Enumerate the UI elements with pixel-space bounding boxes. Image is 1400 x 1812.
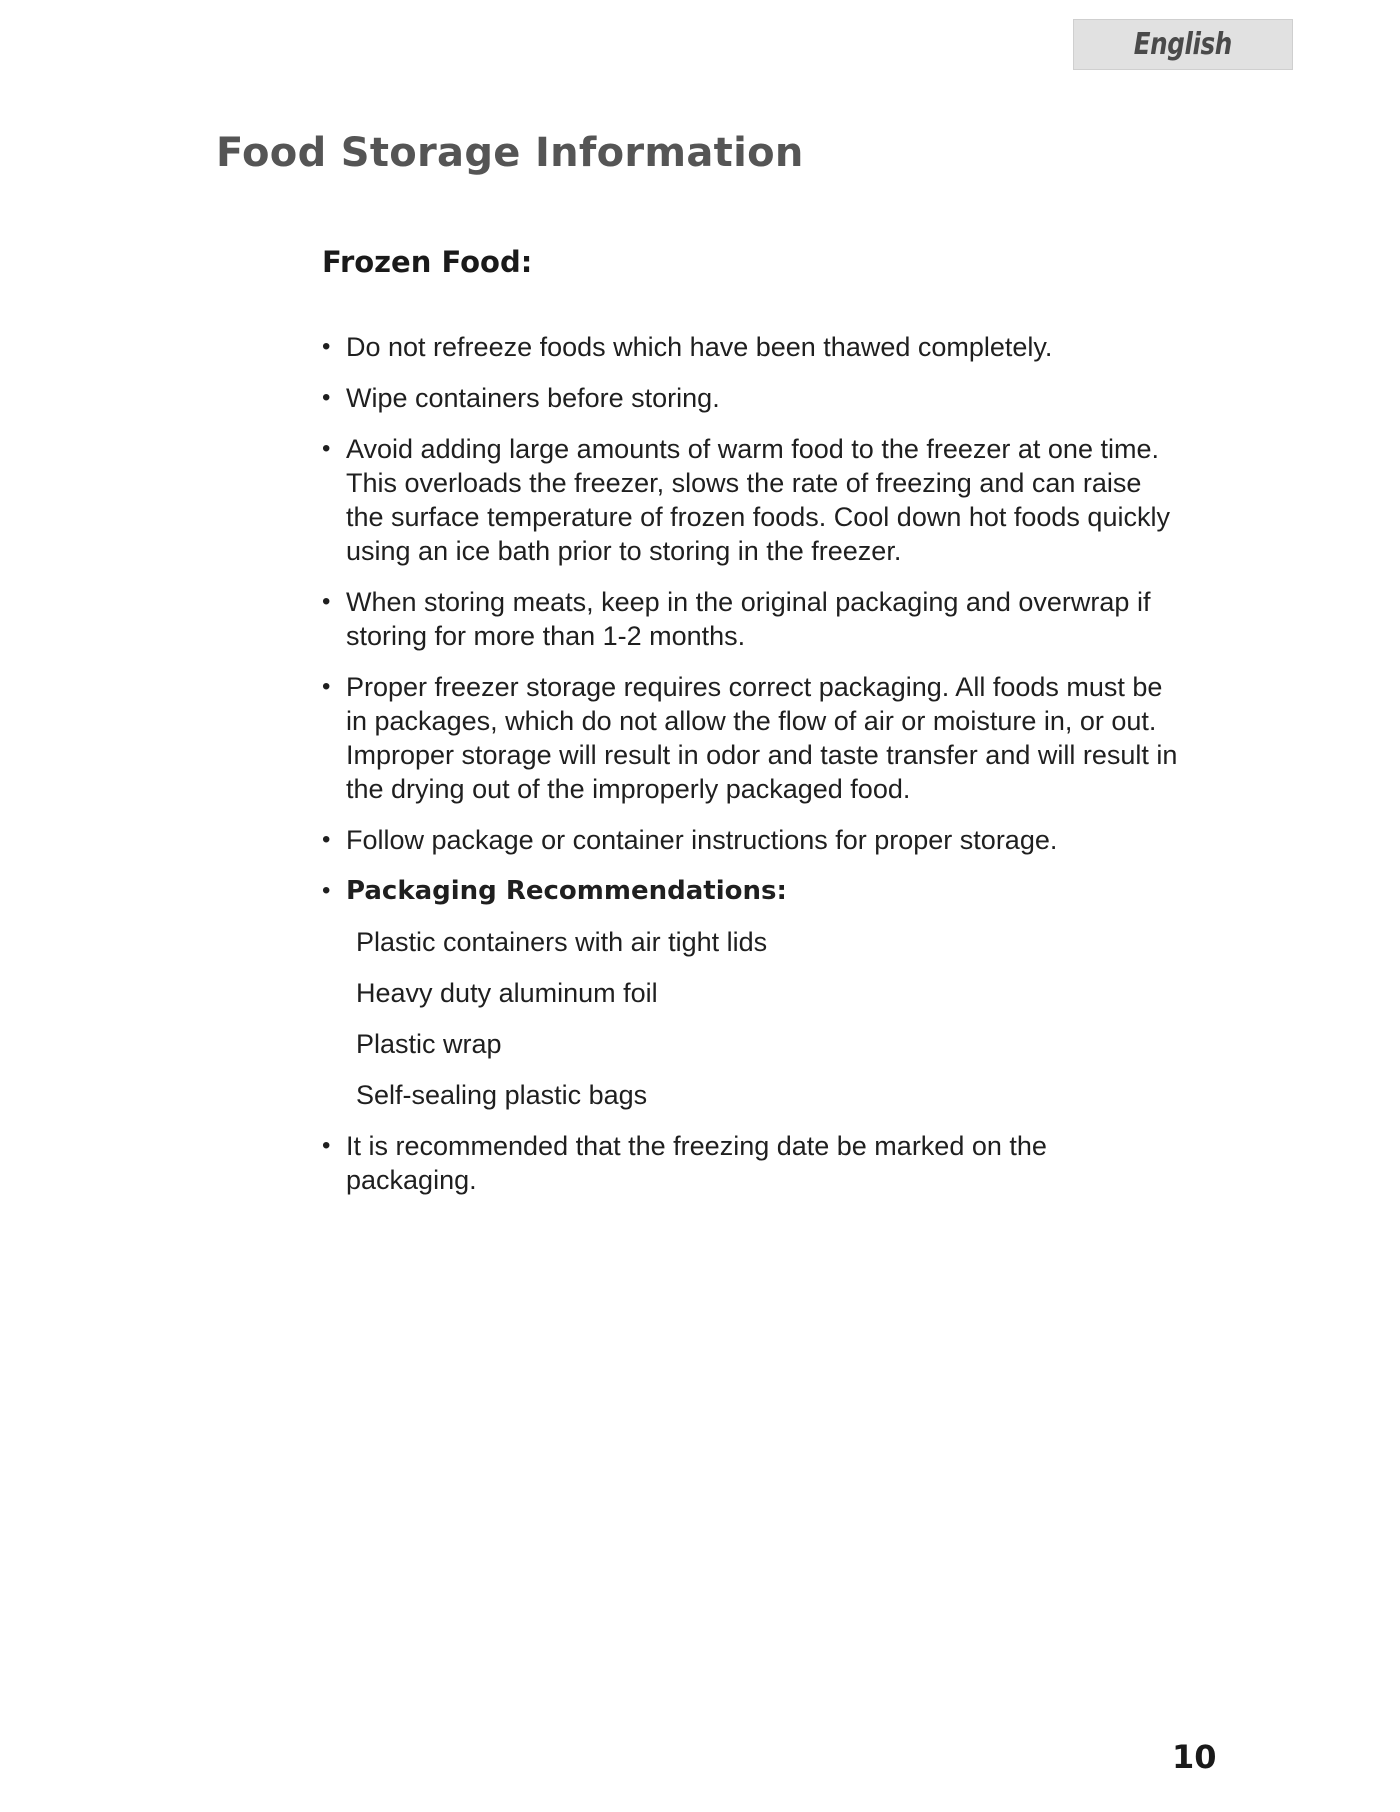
bullet-glyph: •	[322, 673, 331, 700]
bullet-glyph: •	[322, 384, 331, 411]
list-item-text: Do not refreeze foods which have been thawed completely.	[346, 332, 1053, 362]
list-item	[322, 432, 1182, 568]
packaging-heading-text: Packaging Recommendations:	[346, 876, 787, 906]
bullet-glyph: •	[322, 333, 331, 360]
list-item-text: It is recommended that the freezing date be marked on the packaging.	[346, 1131, 1047, 1195]
packaging-item: Plastic containers with air tight lids	[356, 927, 768, 957]
bullet-glyph: •	[322, 1132, 331, 1159]
packaging-item: Plastic wrap	[356, 1029, 502, 1059]
list-item	[322, 330, 1182, 364]
list-item	[322, 381, 1182, 415]
language-label: English	[1133, 27, 1233, 62]
list-item	[322, 585, 1182, 653]
list-item-text: Proper freezer storage requires correct packaging. All foods must be in packages, which do not allow the flow of air or moisture in, or out. Improper storage will result in odor and taste transfer and will result in the drying out of the improperly packaged food.	[346, 672, 1178, 804]
packaging-item: Self-sealing plastic bags	[356, 1080, 648, 1110]
bullet-glyph: •	[322, 588, 331, 615]
list-item-text: Follow package or container instructions for proper storage.	[346, 825, 1058, 855]
packaging-recommendations-heading	[322, 874, 1182, 908]
frozen-food-content	[322, 330, 1182, 1214]
language-tab	[1073, 19, 1293, 70]
section-heading-frozen-food: Frozen Food:	[322, 245, 533, 279]
bullet-glyph: •	[322, 435, 331, 462]
page-title: Food Storage Information	[216, 130, 804, 176]
list-item-text: Avoid adding large amounts of warm food to the freezer at one time. This overloads the freezer, slows the rate of freezing and can raise the surface temperature of frozen foods. Cool down hot foods quickly using an ice bath prior to storing in the freezer.	[346, 434, 1170, 566]
bullet-glyph: •	[322, 877, 331, 904]
bullet-glyph: •	[322, 826, 331, 853]
list-item-text: Wipe containers before storing.	[346, 383, 720, 413]
list-item-text: When storing meats, keep in the original packaging and overwrap if storing for more than 1-2 months.	[346, 587, 1151, 651]
packaging-item: Heavy duty aluminum foil	[356, 978, 658, 1008]
list-item	[322, 670, 1182, 806]
page-number: 10	[1172, 1738, 1217, 1776]
list-item	[322, 823, 1182, 857]
list-item	[322, 1129, 1182, 1197]
